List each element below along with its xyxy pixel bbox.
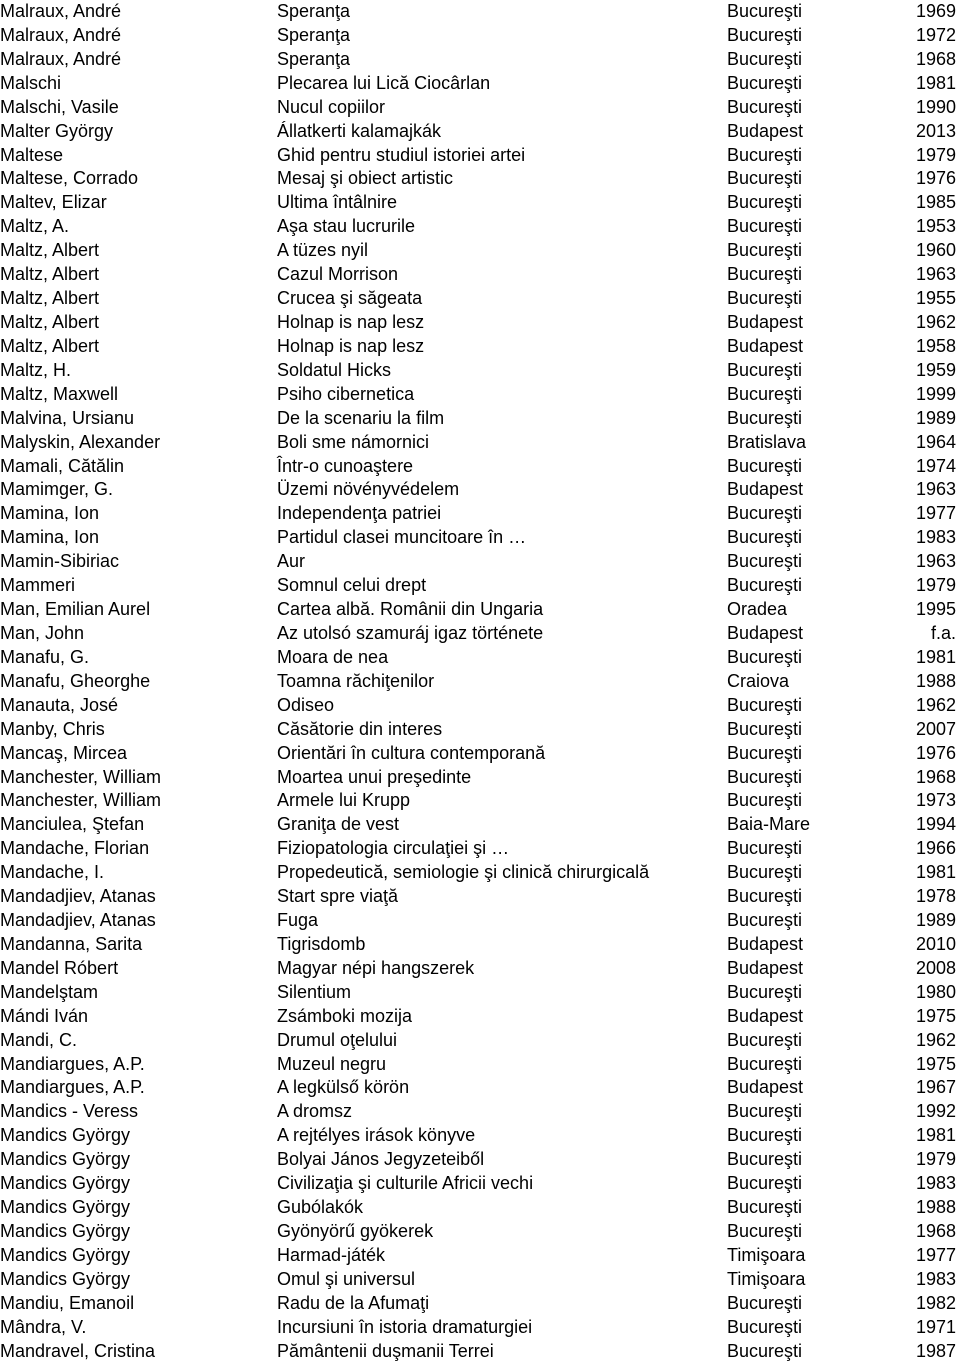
place-cell: Bucureşti [727,96,803,117]
title-cell: Speranţa [277,1,351,21]
catalog-row [0,120,960,144]
author-cell: Maltz, Albert [0,288,100,309]
catalog-row [0,789,960,813]
year-cell: 1992 [915,1101,956,1122]
title-cell: A tüzes nyil [277,240,369,261]
place-cell: Bucureşti [727,216,803,237]
author-cell: Mandanna, Sarita [0,933,143,954]
author-cell: Malschi [0,72,62,93]
catalog-row [0,981,960,1005]
year-cell: 1959 [915,359,956,380]
place-cell: Bucureşti [727,264,803,285]
year-cell: 1979 [915,575,956,596]
place-cell: Bucureşti [727,742,803,763]
year-cell: 1963 [915,479,956,500]
catalog-row [0,215,960,239]
year-cell: 1973 [915,790,956,811]
author-cell: Mandiargues, A.P. [0,1077,145,1098]
year-cell: 1988 [915,670,956,691]
year-cell: 1987 [915,1340,956,1361]
catalog-row [0,48,960,72]
year-cell: 1982 [915,1292,956,1313]
author-cell: Malraux, André [0,1,122,21]
author-cell: Maltz, H. [0,359,72,380]
place-cell: Budapest [727,622,804,643]
title-cell: Speranţa [277,48,351,69]
catalog-row [0,646,960,670]
year-cell: 1976 [915,742,956,763]
author-cell: Mandel Róbert [0,957,119,978]
title-cell: Orientări în cultura contemporană [277,742,546,763]
place-cell: Bucureşti [727,981,803,1002]
place-cell: Budapest [727,479,804,500]
place-cell: Bucureşti [727,766,803,787]
author-cell: Mandics György [0,1244,131,1265]
catalog-row [0,383,960,407]
author-cell: Maltev, Elizar [0,192,107,213]
title-cell: Ultima întâlnire [277,192,398,213]
year-cell: 1980 [915,981,956,1002]
author-cell: Malvina, Ursianu [0,407,135,428]
place-cell: Bucureşti [727,1125,803,1146]
author-cell: Mandics György [0,1173,131,1194]
title-cell: Independenţa patriei [277,503,442,524]
title-cell: Somnul celui drept [277,575,427,596]
title-cell: Civilizaţia şi culturile Africii vechi [277,1173,534,1194]
year-cell: 1969 [915,1,956,21]
catalog-row [0,718,960,742]
catalog-row [0,1268,960,1292]
year-cell: 1988 [915,1197,956,1218]
title-cell: Holnap is nap lesz [277,311,425,332]
catalog-row [0,1124,960,1148]
place-cell: Bucureşti [727,910,803,931]
year-cell: 1968 [915,1221,956,1242]
title-cell: A legkülső körön [277,1077,410,1098]
author-cell: Mandics György [0,1197,131,1218]
place-cell: Bucureşti [727,886,803,907]
author-cell: Mandics - Veress [0,1101,139,1122]
author-cell: Mamin-Sibiriac [0,551,120,572]
place-cell: Budapest [727,1077,804,1098]
title-cell: Gubólakók [277,1197,364,1218]
title-cell: Graniţa de vest [277,814,400,835]
year-cell: 1989 [915,407,956,428]
author-cell: Maltz, Albert [0,264,100,285]
place-cell: Bucureşti [727,503,803,524]
catalog-row [0,837,960,861]
catalog-row [0,1196,960,1220]
place-cell: Bucureşti [727,1292,803,1313]
author-cell: Maltese [0,144,64,165]
catalog-row [0,431,960,455]
catalog-row [0,1244,960,1268]
author-cell: Manauta, José [0,694,119,715]
place-cell: Bratislava [727,431,807,452]
title-cell: Bolyai János Jegyzeteiből [277,1149,485,1170]
author-cell: Mammeri [0,575,75,596]
author-cell: Mandiargues, A.P. [0,1053,145,1074]
author-cell: Mandics György [0,1221,131,1242]
place-cell: Bucureşti [727,694,803,715]
author-cell: Mandiu, Emanoil [0,1292,135,1313]
place-cell: Bucureşti [727,1053,803,1074]
year-cell: 1963 [915,264,956,285]
catalog-row [0,766,960,790]
author-cell: Mandics György [0,1268,131,1289]
place-cell: Bucureşti [727,1340,803,1361]
place-cell: Bucureşti [727,288,803,309]
place-cell: Bucureşti [727,1316,803,1337]
author-cell: Mamimger, G. [0,479,114,500]
place-cell: Bucureşti [727,383,803,404]
place-cell: Bucureşti [727,718,803,739]
year-cell: 1960 [915,240,956,261]
author-cell: Manafu, Gheorghe [0,670,151,691]
catalog-row [0,670,960,694]
place-cell: Bucureşti [727,527,803,548]
year-cell: 1972 [915,24,956,45]
title-cell: Armele lui Krupp [277,790,411,811]
year-cell: 2013 [915,120,956,141]
title-cell: Speranţa [277,24,351,45]
place-cell: Bucureşti [727,862,803,883]
catalog-row [0,957,960,981]
catalog-row [0,574,960,598]
catalog-row [0,598,960,622]
year-cell: 1995 [915,599,956,620]
place-cell: Bucureşti [727,407,803,428]
catalog-row [0,335,960,359]
author-cell: Malschi, Vasile [0,96,119,117]
author-cell: Mandadjiev, Atanas [0,886,156,907]
catalog-row [0,622,960,646]
author-cell: Malraux, André [0,24,122,45]
place-cell: Bucureşti [727,575,803,596]
catalog-row [0,742,960,766]
year-cell: 1966 [915,838,956,859]
author-cell: Mandelştam [0,981,99,1002]
author-cell: Mamina, Ion [0,503,100,524]
title-cell: Drumul oţelului [277,1029,398,1050]
title-cell: Psiho cibernetica [277,383,415,404]
catalog-row [0,478,960,502]
catalog-row [0,191,960,215]
catalog-row [0,933,960,957]
place-cell: Timişoara [727,1244,806,1265]
title-cell: Harmad-játék [277,1244,386,1265]
title-cell: Radu de la Afumaţi [277,1292,430,1313]
title-cell: Az utolsó szamuráj igaz története [277,622,544,643]
year-cell: 1983 [915,527,956,548]
author-cell: Mancaş, Mircea [0,742,128,763]
title-cell: Üzemi növényvédelem [277,479,460,500]
title-cell: Nucul copiilor [277,96,386,117]
place-cell: Bucureşti [727,551,803,572]
place-cell: Bucureşti [727,240,803,261]
title-cell: Aşa stau lucrurile [277,216,416,237]
year-cell: 1968 [915,766,956,787]
title-cell: Silentium [277,981,352,1002]
title-cell: Fuga [277,910,319,931]
place-cell: Budapest [727,120,804,141]
catalog-row [0,24,960,48]
title-cell: Cazul Morrison [277,264,399,285]
year-cell: 1981 [915,1125,956,1146]
title-cell: Muzeul negru [277,1053,387,1074]
title-cell: Plecarea lui Lică Ciocârlan [277,72,491,93]
catalog-row [0,694,960,718]
title-cell: Fiziopatologia circulaţiei şi … [277,838,510,859]
place-cell: Bucureşti [727,359,803,380]
catalog-row [0,1053,960,1077]
author-cell: Malter György [0,120,114,141]
year-cell: 1962 [915,1029,956,1050]
catalog-row [0,0,960,24]
catalog-row [0,502,960,526]
title-cell: Moara de nea [277,646,389,667]
title-cell: Ghid pentru studiul istoriei artei [277,144,526,165]
title-cell: Căsătorie din interes [277,718,443,739]
place-cell: Baia-Mare [727,814,811,835]
title-cell: A rejtélyes irások könyve [277,1125,476,1146]
year-cell: 1979 [915,1149,956,1170]
title-cell: Partidul clasei muncitoare în … [277,527,527,548]
place-cell: Bucureşti [727,192,803,213]
place-cell: Budapest [727,933,804,954]
year-cell: f.a. [930,622,956,643]
year-cell: 1955 [915,288,956,309]
title-cell: Tigrisdomb [277,933,366,954]
author-cell: Mandics György [0,1125,131,1146]
author-cell: Mándi Iván [0,1005,89,1026]
catalog-row [0,287,960,311]
title-cell: Crucea şi săgeata [277,288,423,309]
year-cell: 1953 [915,216,956,237]
title-cell: A dromsz [277,1101,353,1122]
place-cell: Bucureşti [727,838,803,859]
place-cell: Budapest [727,1005,804,1026]
catalog-row [0,861,960,885]
catalog-row [0,1076,960,1100]
year-cell: 1981 [915,72,956,93]
catalog-row [0,885,960,909]
place-cell: Bucureşti [727,1173,803,1194]
author-cell: Mandache, Florian [0,838,150,859]
place-cell: Bucureşti [727,790,803,811]
year-cell: 1989 [915,910,956,931]
place-cell: Budapest [727,335,804,356]
title-cell: De la scenariu la film [277,407,445,428]
year-cell: 1962 [915,311,956,332]
place-cell: Bucureşti [727,1149,803,1170]
year-cell: 1971 [915,1316,956,1337]
year-cell: 1975 [915,1005,956,1026]
place-cell: Bucureşti [727,48,803,69]
catalog-row [0,1292,960,1316]
year-cell: 1981 [915,862,956,883]
place-cell: Bucureşti [727,1101,803,1122]
year-cell: 1963 [915,551,956,572]
catalog-row [0,407,960,431]
year-cell: 1983 [915,1173,956,1194]
author-cell: Manafu, G. [0,646,90,667]
year-cell: 1968 [915,48,956,69]
title-cell: Moartea unui preşedinte [277,766,472,787]
catalog-row [0,550,960,574]
title-cell: Propedeutică, semiologie şi clinică chirurgicală [277,862,650,883]
author-cell: Mandi, C. [0,1029,78,1050]
year-cell: 1974 [915,455,956,476]
catalog-row [0,1029,960,1053]
catalog-row [0,96,960,120]
title-cell: Holnap is nap lesz [277,335,425,356]
title-cell: Într-o cunoaştere [277,455,414,476]
year-cell: 1976 [915,168,956,189]
year-cell: 1967 [915,1077,956,1098]
place-cell: Bucureşti [727,72,803,93]
place-cell: Budapest [727,311,804,332]
year-cell: 1964 [915,431,956,452]
catalog-row [0,1148,960,1172]
year-cell: 1994 [915,814,956,835]
author-cell: Maltz, Maxwell [0,383,119,404]
place-cell: Oradea [727,599,788,620]
author-cell: Manciulea, Ştefan [0,814,145,835]
place-cell: Bucureşti [727,455,803,476]
year-cell: 2007 [915,718,956,739]
catalog-row [0,909,960,933]
place-cell: Craiova [727,670,790,691]
author-cell: Man, John [0,622,85,643]
author-cell: Maltz, Albert [0,240,100,261]
author-cell: Mamali, Cătălin [0,455,125,476]
year-cell: 1979 [915,144,956,165]
author-cell: Mandravel, Cristina [0,1340,156,1361]
catalog-row [0,144,960,168]
title-cell: Soldatul Hicks [277,359,392,380]
place-cell: Bucureşti [727,24,803,45]
place-cell: Bucureşti [727,144,803,165]
author-cell: Maltz, Albert [0,311,100,332]
author-cell: Manchester, William [0,766,162,787]
title-cell: Magyar népi hangszerek [277,957,475,978]
catalog-row [0,455,960,479]
year-cell: 2010 [915,933,956,954]
catalog-row [0,1316,960,1340]
title-cell: Toamna răchiţenilor [277,670,435,691]
year-cell: 1977 [915,503,956,524]
author-cell: Mandics György [0,1149,131,1170]
author-cell: Malraux, André [0,48,122,69]
year-cell: 1977 [915,1244,956,1265]
catalog-row [0,1340,960,1364]
year-cell: 1985 [915,192,956,213]
author-cell: Manchester, William [0,790,162,811]
year-cell: 1958 [915,335,956,356]
year-cell: 1983 [915,1268,956,1289]
author-cell: Maltz, A. [0,216,70,237]
year-cell: 2008 [915,957,956,978]
place-cell: Budapest [727,957,804,978]
title-cell: Cartea albă. Românii din Ungaria [277,599,544,620]
author-cell: Malyskin, Alexander [0,431,161,452]
author-cell: Mandache, I. [0,862,105,883]
catalog-row [0,813,960,837]
title-cell: Állatkerti kalamajkák [277,120,442,141]
author-cell: Mandadjiev, Atanas [0,910,156,931]
year-cell: 1975 [915,1053,956,1074]
title-cell: Omul şi universul [277,1268,416,1289]
author-cell: Maltz, Albert [0,335,100,356]
year-cell: 1990 [915,96,956,117]
title-cell: Incursiuni în istoria dramaturgiei [277,1316,533,1337]
title-cell: Start spre viaţă [277,886,399,907]
place-cell: Bucureşti [727,646,803,667]
catalog-row [0,263,960,287]
title-cell: Gyönyörű gyökerek [277,1221,434,1242]
year-cell: 1981 [915,646,956,667]
catalog-row [0,526,960,550]
place-cell: Bucureşti [727,1029,803,1050]
title-cell: Aur [277,551,306,572]
year-cell: 1999 [915,383,956,404]
year-cell: 1962 [915,694,956,715]
title-cell: Boli sme námornici [277,431,430,452]
title-cell: Pământenii duşmanii Terrei [277,1340,494,1361]
title-cell: Mesaj şi obiect artistic [277,168,454,189]
catalog-row [0,1100,960,1124]
year-cell: 1978 [915,886,956,907]
author-cell: Mândra, V. [0,1316,87,1337]
place-cell: Bucureşti [727,1197,803,1218]
catalog-row [0,72,960,96]
catalog-row [0,311,960,335]
catalog-row [0,1005,960,1029]
catalog-row [0,167,960,191]
catalog-row [0,239,960,263]
author-cell: Manby, Chris [0,718,105,739]
title-cell: Zsámboki mozija [277,1005,413,1026]
place-cell: Bucureşti [727,168,803,189]
catalog-row [0,1172,960,1196]
author-cell: Maltese, Corrado [0,168,139,189]
author-cell: Man, Emilian Aurel [0,599,151,620]
author-cell: Mamina, Ion [0,527,100,548]
place-cell: Bucureşti [727,1221,803,1242]
catalog-row [0,1220,960,1244]
title-cell: Odiseo [277,694,335,715]
place-cell: Bucureşti [727,1,803,21]
catalog-row [0,359,960,383]
place-cell: Timişoara [727,1268,806,1289]
